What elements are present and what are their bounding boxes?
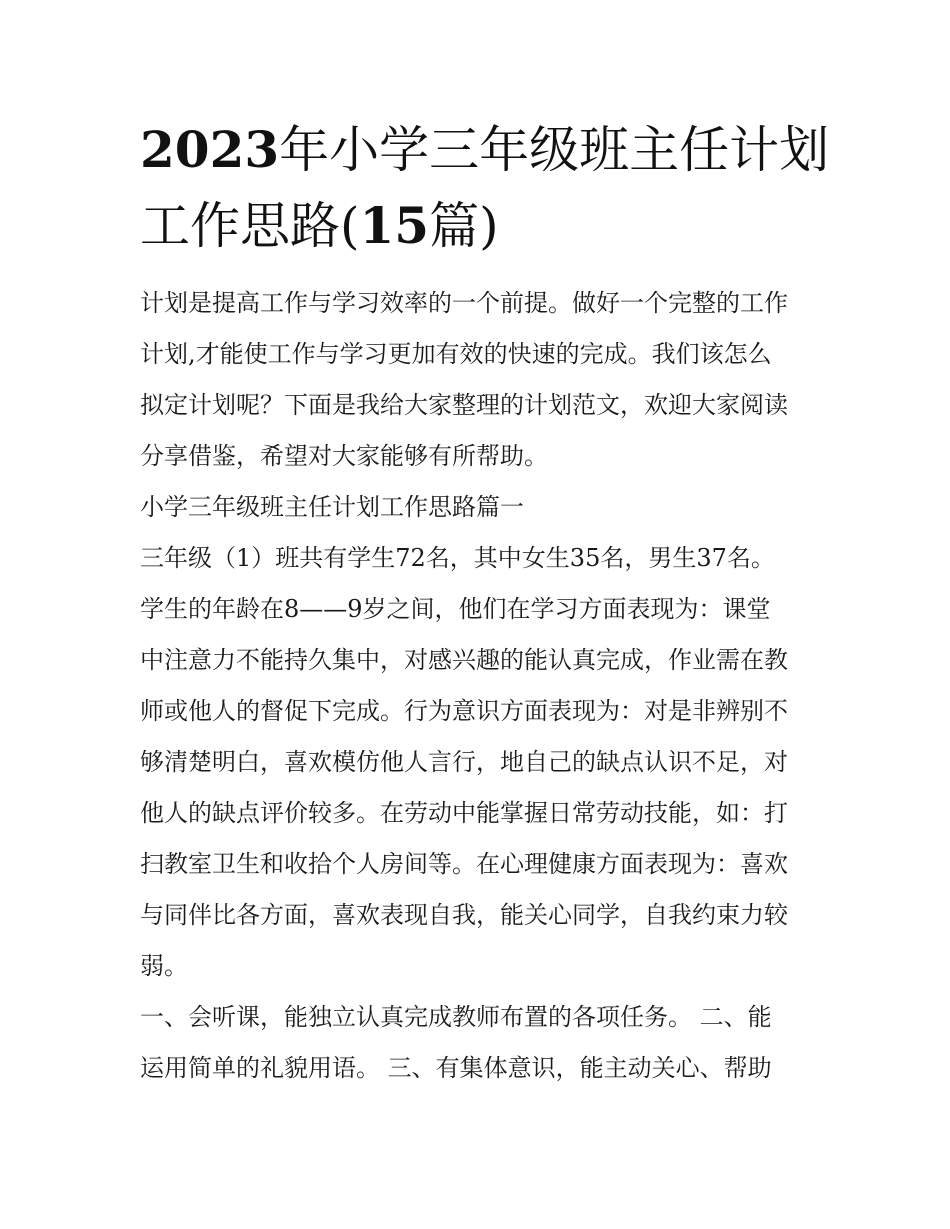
document-title (140, 112, 840, 264)
body-line: 三年级（1）班共有学生72名，其中女生35名，男生37名。 (140, 544, 775, 572)
body-line: 计划是提高工作与学习效率的一个前提。做好一个完整的工作 (140, 289, 788, 317)
body-line: 计划,才能使工作与学习更加有效的快速的完成。我们该怎么 (140, 340, 772, 368)
document-body (140, 278, 820, 1094)
body-line: 运用简单的礼貌用语。 三、有集体意识，能主动关心、帮助 (140, 1054, 772, 1082)
body-line: 扫教室卫生和收拾个人房间等。在心理健康方面表现为：喜欢 (140, 850, 788, 878)
body-line: 一、会听课，能独立认真完成教师布置的各项任务。 二、能 (140, 1003, 772, 1031)
title-line-2 (140, 188, 840, 264)
body-line: 够清楚明白，喜欢模仿他人言行，地自己的缺点认识不足，对 (140, 748, 788, 776)
title-line-2-suffix: 篇) (429, 197, 499, 255)
section-heading: 小学三年级班主任计划工作思路篇一 (140, 493, 524, 521)
title-count: 15 (359, 196, 430, 255)
title-line-1 (140, 112, 840, 188)
title-line-2-text: 工作思路( (140, 197, 360, 255)
body-line: 弱。 (140, 952, 188, 980)
title-year: 2023 (140, 120, 280, 179)
body-line: 他人的缺点评价较多。在劳动中能掌握日常劳动技能，如：打 (140, 799, 788, 827)
body-line: 拟定计划呢？下面是我给大家整理的计划范文，欢迎大家阅读 (140, 391, 788, 419)
body-line: 分享借鉴，希望对大家能够有所帮助。 (140, 442, 548, 470)
body-line: 师或他人的督促下完成。行为意识方面表现为：对是非辨别不 (140, 697, 788, 725)
body-line: 学生的年龄在8——9岁之间，他们在学习方面表现为：课堂 (140, 595, 771, 623)
body-line: 与同伴比各方面，喜欢表现自我，能关心同学，自我约束力较 (140, 901, 788, 929)
body-line: 中注意力不能持久集中，对感兴趣的能认真完成，作业需在教 (140, 646, 788, 674)
title-line-1-text: 年小学三年级班主任计划 (279, 121, 830, 179)
